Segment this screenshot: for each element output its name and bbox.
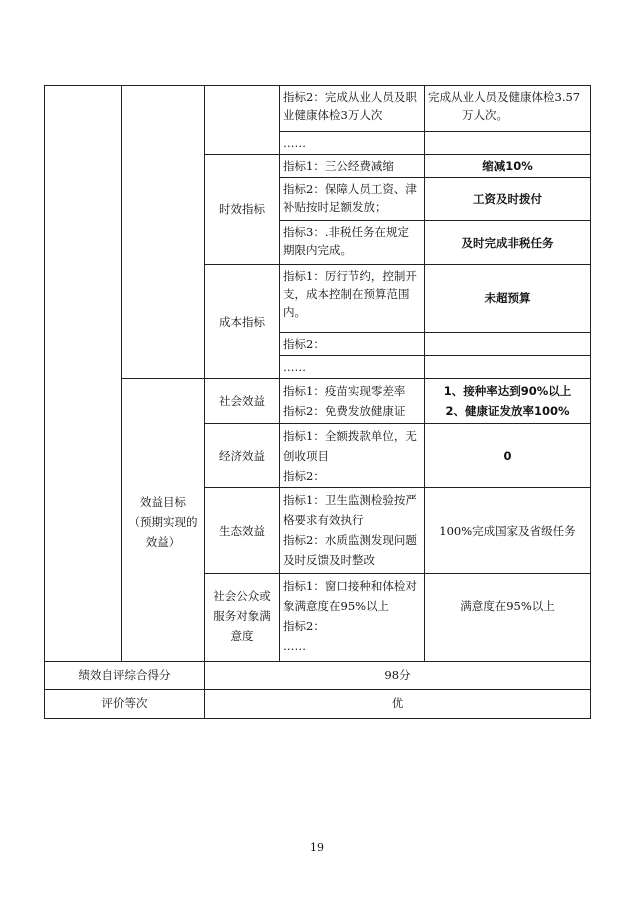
value-text [425,381,590,421]
text-line: 完成从业人员及健康体检3.57 [428,90,581,104]
text-line: 补贴按时足额发放； [283,200,387,214]
table-border-top [44,85,591,86]
ellipsis: …… [283,136,306,150]
text-line: 效益） [145,535,181,549]
category-label: 社会效益 [219,394,265,408]
text-line: 指标1：厉行节约，控制开 [283,269,417,283]
indicator-text [283,381,405,421]
text-line: 支，成本控制在预算范围 [283,287,410,301]
indicator-text [283,426,417,486]
ellipsis: …… [283,360,306,374]
category-label [205,586,279,646]
text-line: 创收项目 [283,449,329,463]
indicator-text: 指标2： [283,337,325,351]
text-line: 2、健康证发放率100% [445,404,570,418]
value-text: 满意度在95%以上 [460,599,555,613]
category-label: 经济效益 [219,449,265,463]
text-line: 内。 [283,305,306,319]
text-line: 期限内完成。 [283,243,352,257]
row-line [204,154,591,155]
indicator-text [283,223,409,259]
value-text: 100%完成国家及省级任务 [439,524,576,538]
indicator-text [283,157,394,175]
value-text: 缩减10% [482,159,533,173]
text-line: 意度 [230,629,254,643]
indicator-text [283,576,417,656]
row-line [44,689,591,690]
row-line [204,264,591,265]
text-line: 效益目标 [140,495,186,509]
row-line [204,487,591,488]
text-line: 象满意度在95%以上 [283,599,390,613]
value-text: 未超预算 [484,291,531,305]
score-label: 绩效自评综合得分 [78,668,171,682]
text-line: 指标2： [283,619,325,633]
row-line [279,332,591,333]
row-line [279,131,591,132]
indicator-text [283,490,417,570]
table-border-right [590,85,591,719]
table-border-left [44,85,45,719]
col-divider-3 [279,85,280,661]
text-line: 社会公众或 [213,589,271,603]
text-line: 指标1：窗口接种和体检对 [283,579,417,593]
indicator-text [283,267,417,321]
table-border-bottom [44,718,591,719]
value-text: 及时完成非税任务 [461,236,554,250]
category-label: 生态效益 [219,524,265,538]
text-line: 指标2：保障人员工资、津 [283,182,417,196]
row-line [279,220,591,221]
score-value: 98分 [384,668,411,682]
row-line [44,661,591,662]
row-line [204,423,591,424]
category-label: 时效指标 [219,202,265,216]
text-line: 指标1：卫生监测检验按严 [283,493,417,507]
row-line [279,177,591,178]
col-divider-1 [121,85,122,661]
category-label: 成本指标 [219,315,265,329]
value-text [428,88,580,124]
row-line [279,355,591,356]
indicator-text [283,88,417,124]
row-line [121,378,591,379]
text-line: 指标2：免费发放健康证 [283,404,406,418]
value-text: 0 [503,449,512,463]
text-line: …… [283,639,306,653]
grade-label: 评价等次 [101,696,148,710]
text-line: 格要求有效执行 [283,513,364,527]
text-line: 服务对象满 [213,609,271,623]
indicator-text [283,180,417,216]
grade-value: 优 [391,696,404,710]
row-line [204,573,591,574]
text-line: 指标1：全额拨款单位，无 [283,429,417,443]
text-line: 指标3：.非税任务在规定 [283,225,409,239]
text-line: 1、接种率达到90%以上 [443,384,572,398]
text-line: 指标2： [283,469,325,483]
group-label [122,492,204,552]
text-line: 指标2：完成从业人员及职 [283,90,417,104]
text-line: 指标2：水质监测发现问题 [283,533,417,547]
text-line: 指标1：三公经费减缩 [283,159,394,173]
text-line: （预期实现的 [128,515,198,529]
text-line: 业健康体检3万人次 [283,108,383,122]
value-text: 工资及时拨付 [473,192,542,206]
text-line: 万人次。 [462,108,508,122]
page-number: 19 [310,841,324,854]
text-line: 及时反馈及时整改 [283,553,375,567]
text-line: 指标1：疫苗实现零差率 [283,384,406,398]
